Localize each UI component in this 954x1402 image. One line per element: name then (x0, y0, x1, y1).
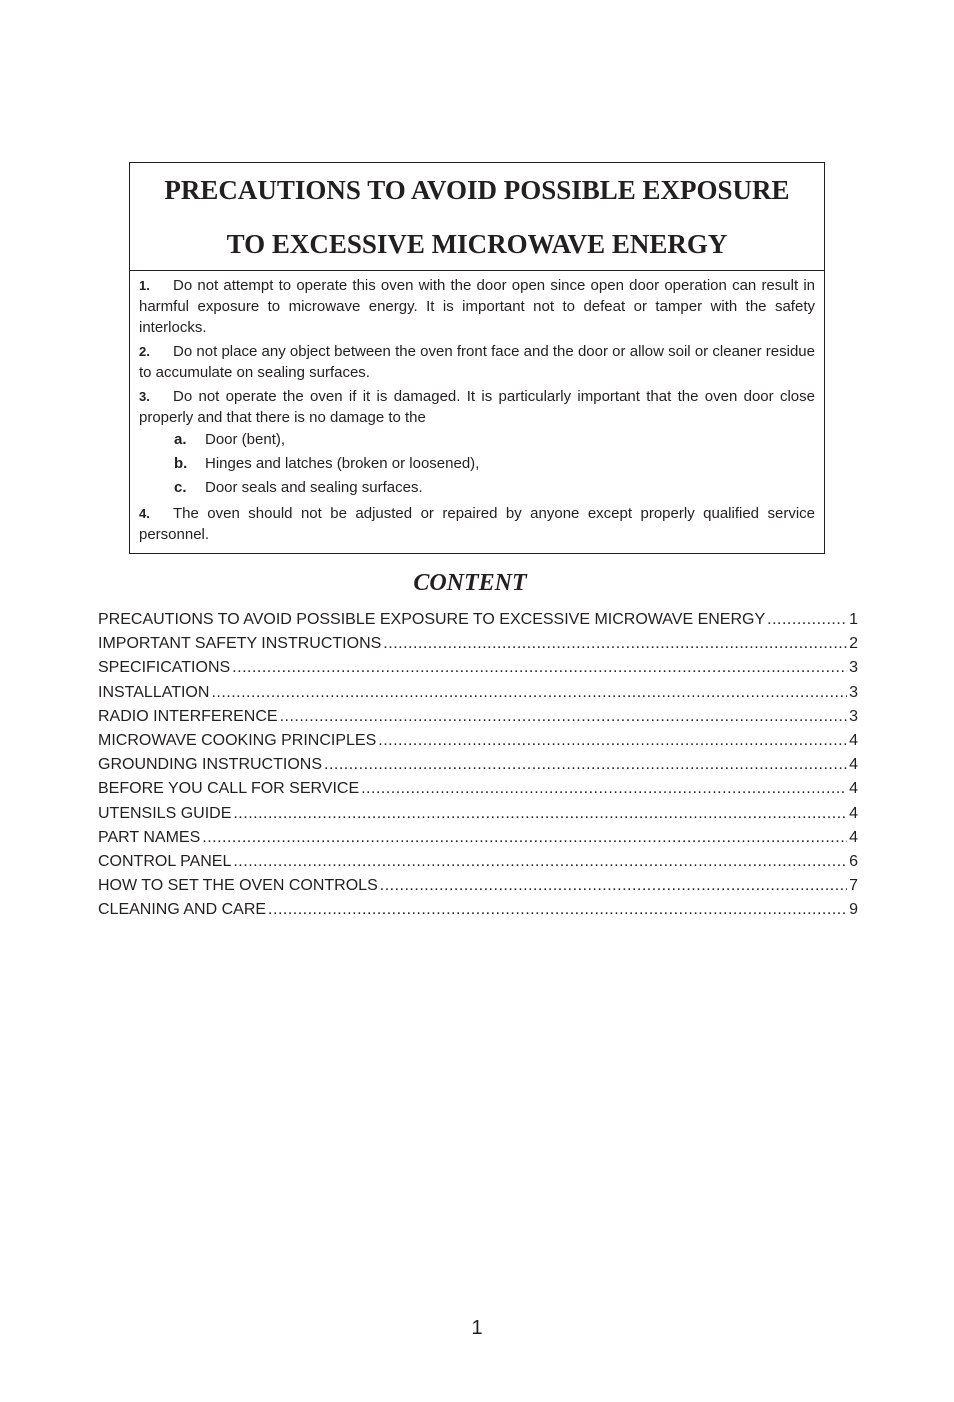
precaution-item-2 (139, 341, 815, 383)
toc-label: INSTALLATION (98, 683, 210, 701)
precaution-item-4 (139, 503, 815, 545)
subitem-letter: c. (174, 479, 187, 496)
subitem-text: Door seals and sealing surfaces. (205, 479, 423, 496)
toc-label: RADIO INTERFERENCE (98, 707, 278, 725)
precautions-header (130, 163, 824, 271)
toc-label: PRECAUTIONS TO AVOID POSSIBLE EXPOSURE TO EXCESSIVE MICROWAVE ENERGY (98, 611, 766, 628)
toc-entry[interactable] (98, 608, 858, 632)
toc-leader-dots (268, 898, 847, 922)
toc-leader-dots (361, 777, 847, 801)
toc-label: HOW TO SET THE OVEN CONTROLS (98, 877, 378, 895)
precaution-text: The oven should not be adjusted or repaired by anyone except properly qualified service personnel. (139, 505, 815, 543)
toc-page-number: 2 (849, 635, 858, 653)
precautions-list (130, 275, 824, 545)
toc-page-number: 6 (849, 852, 858, 870)
toc-page-number: 4 (849, 804, 858, 822)
toc-label: UTENSILS GUIDE (98, 804, 232, 822)
toc-page-number: 3 (849, 683, 858, 701)
precaution-subitem-c (139, 476, 815, 500)
toc-entry[interactable] (98, 777, 858, 801)
toc-label: GROUNDING INSTRUCTIONS (98, 756, 322, 774)
precautions-title-line1: PRECAUTIONS TO AVOID POSSIBLE EXPOSURE (164, 175, 790, 205)
toc-entry[interactable] (98, 656, 858, 680)
toc-entry[interactable] (98, 632, 858, 656)
toc-page-number: 4 (849, 780, 858, 798)
toc-leader-dots (378, 729, 847, 753)
toc-page-number: 3 (849, 659, 858, 677)
precautions-title-line2: TO EXCESSIVE MICROWAVE ENERGY (226, 229, 728, 259)
subitem-letter: a. (174, 431, 187, 448)
precaution-text: Do not attempt to operate this oven with the door open since open door operation can result in harmful exposure to microwave energy. It is important not to defeat or tamper with the safety interlocks. (139, 277, 815, 336)
subitem-letter: b. (174, 455, 188, 472)
toc-page-number: 4 (849, 731, 858, 749)
precaution-number: 4. (139, 506, 150, 521)
toc-leader-dots (202, 826, 847, 850)
toc-entry[interactable] (98, 729, 858, 753)
toc-label: IMPORTANT SAFETY INSTRUCTIONS (98, 635, 382, 653)
precaution-number: 1. (139, 278, 150, 293)
toc-page-number: 4 (849, 828, 858, 846)
toc-leader-dots (383, 632, 847, 656)
toc-label: MICROWAVE COOKING PRINCIPLES (98, 731, 377, 749)
subitem-text: Door (bent), (205, 431, 286, 448)
toc-entry[interactable] (98, 850, 858, 874)
precaution-subitem-a (139, 428, 815, 452)
precaution-text: Do not place any object between the oven front face and the door or allow soil or cleaner residue to accumulate on sealing surfaces. (139, 343, 815, 381)
toc-leader-dots (324, 753, 847, 777)
toc-entry[interactable] (98, 826, 858, 850)
subitem-text: Hinges and latches (broken or loosened), (205, 455, 480, 472)
toc-entry[interactable] (98, 681, 858, 705)
toc-label: CLEANING AND CARE (98, 901, 267, 919)
precaution-text: Do not operate the oven if it is damaged. It is particularly important that the oven door close properly and that there is no damage to the (139, 388, 815, 426)
toc-page-number: 9 (849, 901, 858, 919)
page-number: 1 (471, 1317, 483, 1339)
toc-leader-dots (380, 874, 847, 898)
toc-label: PART NAMES (98, 828, 201, 846)
precaution-item-1 (139, 275, 815, 338)
content-title: CONTENT (413, 570, 527, 596)
precaution-number: 3. (139, 389, 150, 404)
toc-leader-dots (233, 850, 847, 874)
precaution-number: 2. (139, 344, 150, 359)
toc-page-number: 4 (849, 756, 858, 774)
toc-leader-dots (767, 608, 847, 632)
toc-label: SPECIFICATIONS (98, 659, 231, 677)
toc-leader-dots (211, 681, 847, 705)
toc-leader-dots (232, 656, 847, 680)
toc-page-number: 7 (849, 877, 858, 895)
toc-entry[interactable] (98, 753, 858, 777)
toc-label: CONTROL PANEL (98, 852, 232, 870)
toc-page-number: 1 (849, 611, 858, 628)
toc-leader-dots (233, 802, 847, 826)
toc-page-number: 3 (849, 707, 858, 725)
toc-label: BEFORE YOU CALL FOR SERVICE (98, 780, 360, 798)
toc-entry[interactable] (98, 802, 858, 826)
precaution-item-3 (139, 386, 815, 428)
toc-entry[interactable] (98, 898, 858, 922)
toc-entry[interactable] (98, 874, 858, 898)
table-of-contents (98, 608, 858, 922)
toc-entry[interactable] (98, 705, 858, 729)
precaution-subitem-b (139, 452, 815, 476)
toc-leader-dots (280, 705, 848, 729)
precautions-box (129, 162, 825, 554)
